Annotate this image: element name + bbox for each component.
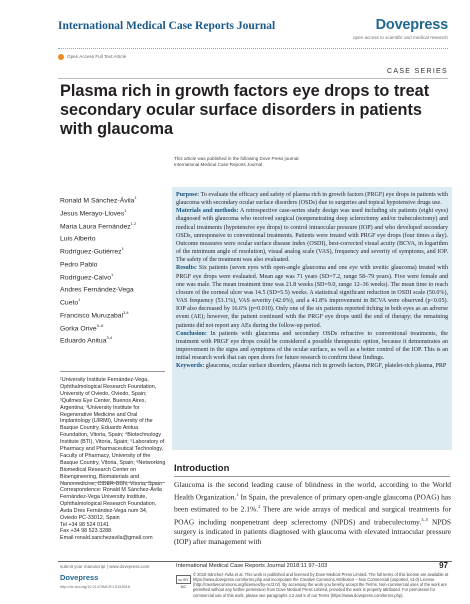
abstract-purpose-label: Purpose: <box>176 192 200 198</box>
category-divider <box>58 78 448 79</box>
author: Eduardo Anitua$^{3,4}$ <box>60 335 113 345</box>
abstract-results-label: Results: <box>176 265 197 272</box>
author: Rodríguez-Calvo$^1$ <box>60 271 114 281</box>
author: Gorka Orive$^{3-6}$ <box>60 322 104 332</box>
abstract-keywords-label: Keywords: <box>176 363 205 370</box>
introduction-divider <box>174 476 450 477</box>
introduction-heading: Introduction <box>174 463 230 474</box>
correspondence-email[interactable]: Email ronald.sanchezavila@gmail.com <box>60 535 153 542</box>
correspondence-divider <box>60 482 165 483</box>
author: Rodríguez-Gutiérrez$^1$ <box>60 246 124 256</box>
open-access-badge <box>58 54 126 60</box>
correspondence-line: Ophthalmological Research Foundation, <box>60 500 157 507</box>
doi-link[interactable]: http://dx.doi.org/10.2147/IMCRJ.S153918 <box>60 585 130 589</box>
creative-commons-icon: cc BY NC <box>176 575 191 584</box>
introduction-text: Glaucoma is the second leading cause of blindness in the world, according to the World Health Organization.$^1$ In Spain, the prevalence of primary open-angle glaucoma (POAG) has been estimated to be 2.1%.$^2$ There are wide arrays of medical and surgical treatments for POAG including nonpenetrant deep sclerectomy (NPDS) and trabeculectomy.$^{3-5}$ NPDS surgery is indicated in patients diagnosed with glaucoma with elevated intraocular pressure (IOP) after management with <box>174 480 451 546</box>
author: Maria Laura Fernández$^{1,2}$ <box>60 220 137 230</box>
abstract-purpose: To evaluate the efficacy and safety of plasma rich in growth factors (PRGF) eye drops in patients with glaucoma with secondary ocular surface disorders (OSDs) due to surgeries and topical hypotensive drugs use. <box>176 192 448 207</box>
open-access-label: Open Access Full Text Article <box>67 54 127 60</box>
open-access-icon <box>58 54 64 60</box>
publication-note-line1: This article was published in the following Dove Press journal: <box>174 156 300 161</box>
correspondence-line: Fernández-Vega University Institute, <box>60 493 147 500</box>
author: Andres Fernández-Vega <box>60 286 134 294</box>
correspondence-block <box>60 487 170 542</box>
publisher-tagline: open access to scientific and medical research <box>353 35 448 40</box>
author: Ronald M Sánchez-Ávila$^1$ <box>60 195 137 205</box>
footer-divider <box>58 561 452 562</box>
author: Pedro Pablo <box>60 261 98 269</box>
abstract-results: Six patients (seven eyes with open-angle glaucoma and one eye with uveitic glaucoma) treated with PRGF eye drops were evaluated. Mean age was 71 years (SD=7.2, range 58–79 years). Five were female and one was male. The mean treatment time was 21.8 weeks (SD=9.0, range 12–36 weeks). The mean time to reach closure of the corneal ulcer was 14.5 (SD=5.5) weeks. A statistical significant reduction in OSDI scale (50.6%), VAS frequency (53.1%), VAS severity (42.0%), and a 41.8% improvement in BCVA were observed (p<0.05). IOP also decreased by 16.6% (p=0.010). Only one of the six patients reported itching in both eyes as an adverse event (AE); however, the patient continued with the PRGF eye drops until the end of therapy; the remaining patients did not report any AEs during the follow-up period. <box>176 265 448 329</box>
abstract-conclusion-label: Conclusion: <box>176 330 207 337</box>
author-list <box>60 193 160 346</box>
journal-title: International Medical Case Reports Journal <box>58 20 276 32</box>
correspondence-line: Correspondence: Ronald M Sánchez-Ávila <box>60 487 162 493</box>
abstract <box>176 191 448 370</box>
publication-note <box>174 156 374 168</box>
abstract-conclusion: In patients with glaucoma and secondary OSDs refractive to conventional treatments, the treatment with PRGF eye drops could be considered a possible therapeutic option, because it demonstrates an improvement in the signs and symptoms of the ocular surface, as well as a better control of the IOP. This is an initial research work that can open doors for future research to confirm these findings. <box>176 330 448 362</box>
article-title: Plasma rich in growth factors eye drops to treat secondary ocular surface disorders in patients with glaucoma <box>60 82 430 138</box>
citation[interactable]: 1 <box>236 491 239 497</box>
author: Jesus Merayo-Lloves$^1$ <box>60 207 127 218</box>
publisher-logo: Dovepress <box>375 17 448 33</box>
footer-journal-citation: International Medical Case Reports Journal 2018:11 97–103 <box>176 563 328 569</box>
author: Luis Alberto <box>60 235 96 243</box>
abstract-methods: A retrospective case-series study design was used including six patients (eight eyes) diagnosed with glaucoma who received surgical (nonpenetrating deep sclerectomy and/or trabeculectomy) and medical treatments (hypotensive eye drops) to control intraocular pressure (IOP) and who developed secondary OSDs, unresponsive to conventional treatments. Patients were treated with PRGF eye drops (four times a day). Outcome measures were ocular surface disease index (OSDI), best-corrected visual acuity (BCVA, in logarithm of the minimum angle of resolution), visual analog scale (VAS), frequency and severity of symptoms, and IOP. The safety of the treatment was also evaluated. <box>176 208 448 264</box>
header-divider <box>58 48 448 49</box>
page-number: 97 <box>439 561 448 570</box>
footer-publisher-logo: Dovepress <box>60 573 99 582</box>
publication-note-line2: International Medical Case Reports Journal <box>174 162 263 167</box>
abstract-methods-label: Materials and methods: <box>176 208 239 215</box>
citation[interactable]: 3–5 <box>421 516 428 522</box>
copyright-notice: © 2018 Sánchez-Ávila et al. This work is published and licensed by Dove Medical Press Limited. The full terms of this license are available at https://www.dovepress.com/terms.php and incorporate the Creative Commons Attribution – Non Commercial (unported, v3.0) License (http://creativecommons.org/licenses/by-nc/3.0/). By accessing the work you hereby accept the Terms. Non-commercial uses of the work are permitted without any further permission from Dove Medical Press Limited, provided the work is properly attributed. For permission for commercial use of this work, please see paragraphs 4.2 and 5 of our Terms (https://www.dovepress.com/terms.php). <box>193 572 449 598</box>
submit-manuscript-link[interactable]: submit your manuscript | www.dovepress.com <box>60 564 150 569</box>
affiliations: ¹University Institute Fernández-Vega, Ophthalmological Research Foundation, University of Oviedo, Oviedo, Spain; ²Quilmes Eye Center, Buenos Aires, Argentina; ³University Institute for Regenerative Medicine and Oral Implantology (UIRMI), University of the Basque Country, Eduardo Anitua Foundation, Vitoria, Spain; ⁴Biotechnology Institute (BTI), Vitoria, Spain; ⁵Laboratory of Pharmacy and Pharmaceutical Technology, Faculty of Pharmacy, University of the Basque Country, Vitoria, Spain; ⁶Networking Biomedical Research Center on Bioengineering, Biomaterials and Nanomedicine, CIBER-BBN, Vitoria, Spain <box>60 377 166 487</box>
correspondence-line: Avda Dres Fernández-Vega num 34, <box>60 507 148 514</box>
correspondence-line: Tel +34 98 524 0141 <box>60 521 110 528</box>
affiliation-divider <box>60 371 165 372</box>
author: Francisco Muruzabal$^{3,4}$ <box>60 309 129 320</box>
article-category: CASE SERIES <box>387 68 448 75</box>
author: Cueto$^1$ <box>60 297 81 307</box>
citation[interactable]: 2 <box>258 504 261 510</box>
correspondence-line: Fax +34 98 523 3288 <box>60 528 112 535</box>
correspondence-line: Oviedo PC-33012, Spain <box>60 514 120 521</box>
abstract-keywords: glaucoma, ocular surface disorders, plasma rich in growth factors, PRGF, platelet-rich plasma, PRP <box>204 363 447 370</box>
